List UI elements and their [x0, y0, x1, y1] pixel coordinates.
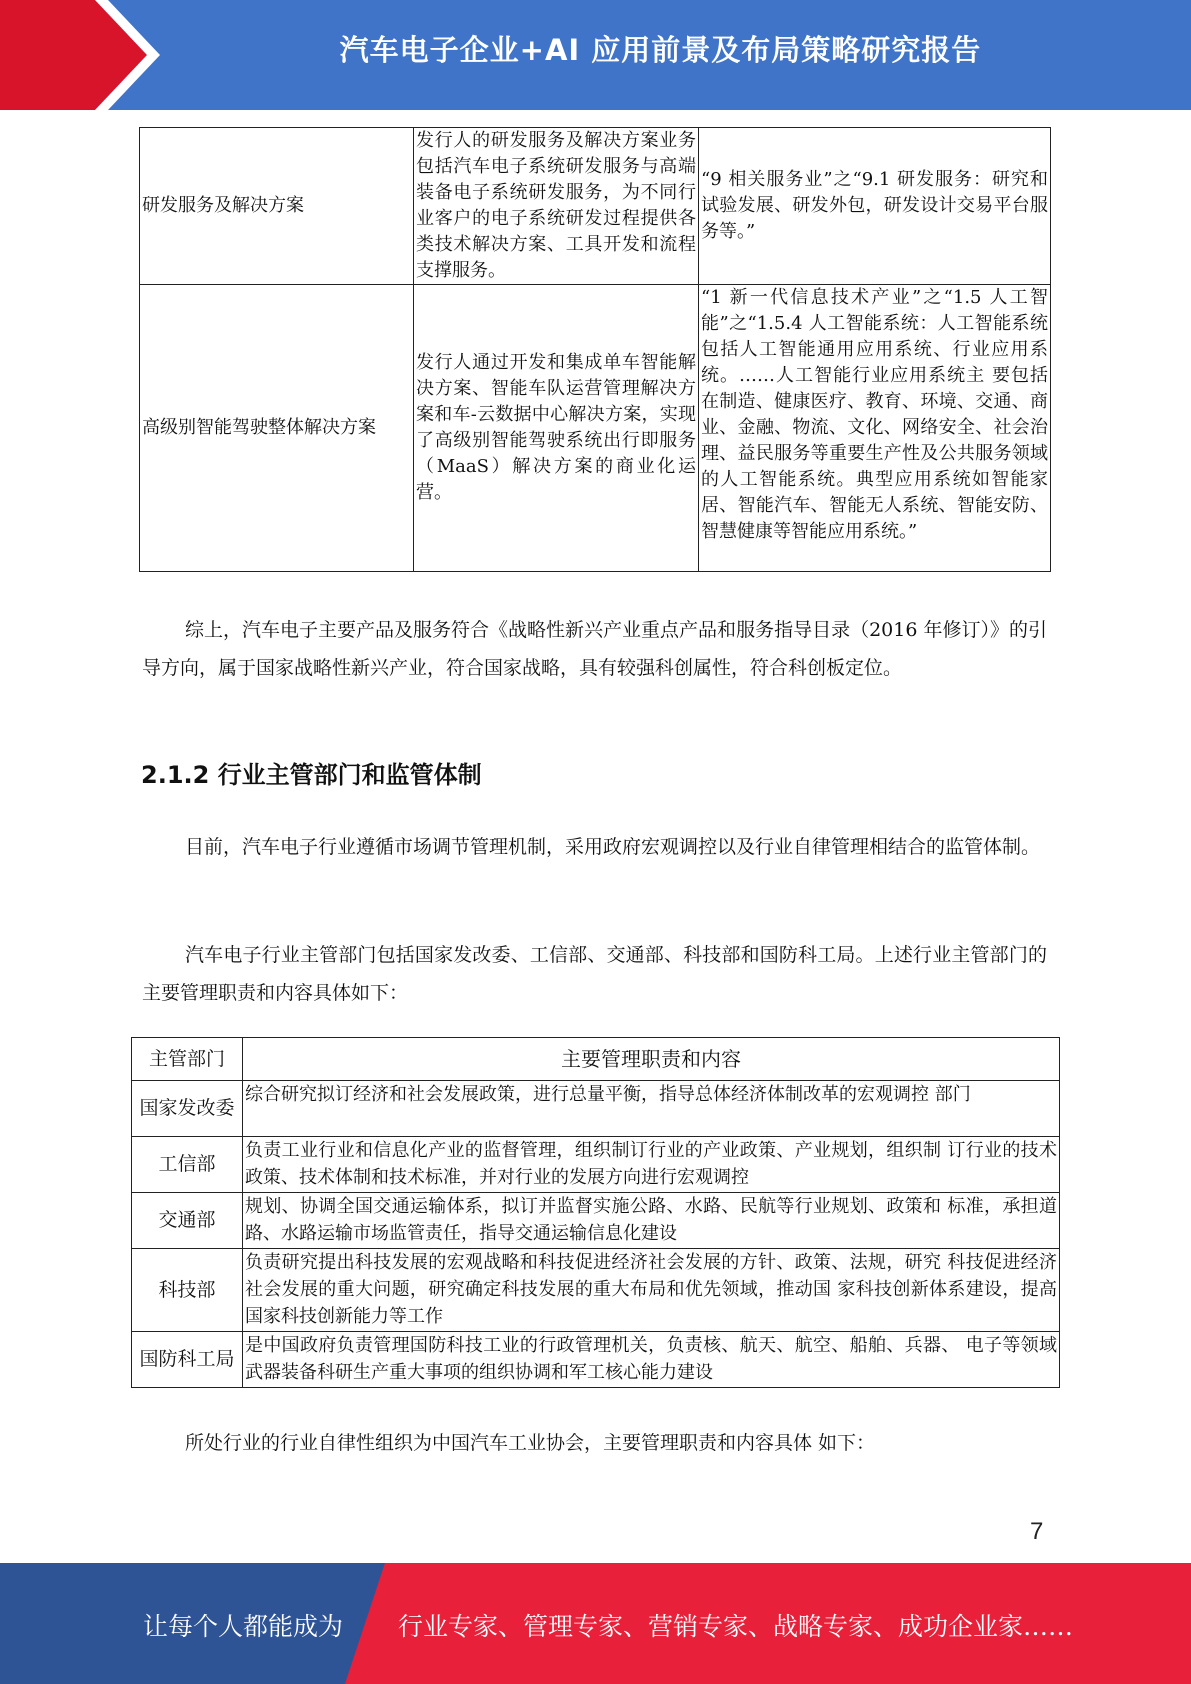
dept-cell: 国防科工局	[132, 1332, 243, 1388]
table-row	[132, 1249, 1060, 1332]
page-header	[0, 0, 1191, 110]
dept-cell: 工信部	[132, 1137, 243, 1193]
table-row	[132, 1193, 1060, 1249]
summary-paragraph: 综上，汽车电子主要产品及服务符合《战略性新兴产业重点产品和服务指导目录（2016 年修订）》的引导方向，属于国家战略性新兴产业，符合国家战略，具有较强科创属性，符合科创板定位。	[142, 619, 1047, 679]
association-paragraph: 所处行业的行业自律性组织为中国汽车工业协会，主要管理职责和内容具体 如下：	[185, 1432, 876, 1454]
footer-slogan-left: 让每个人都能成为	[143, 1612, 344, 1641]
regulation-paragraph: 目前，汽车电子行业遵循市场调节管理机制，采用政府宏观调控以及行业自律管理相结合的监管体制。	[185, 836, 1041, 858]
table-header-row	[132, 1038, 1060, 1081]
table-row	[140, 128, 1051, 285]
description-cell: 发行人的研发服务及解决方案业务包括汽车电子系统研发服务与高端装备电子系统研发服务，为不同行业客户的电子系统研发过程提供各类技术解决方案、工具开发和流程支撑服务。	[414, 128, 699, 285]
departments-paragraph: 汽车电子行业主管部门包括国家发改委、工信部、交通部、科技部和国防科工局。上述行业主管部门的主要管理职责和内容具体如下：	[142, 944, 1047, 1004]
report-title: 汽车电子企业+AI 应用前景及布局策略研究报告	[339, 33, 982, 67]
duty-header: 主要管理职责和内容	[243, 1038, 1060, 1081]
dept-cell: 国家发改委	[132, 1081, 243, 1137]
category-cell: 研发服务及解决方案	[140, 128, 414, 285]
table-row	[132, 1081, 1060, 1137]
dept-cell: 交通部	[132, 1193, 243, 1249]
dept-header: 主管部门	[132, 1038, 243, 1081]
duty-cell: 负责工业行业和信息化产业的监督管理，组织制订行业的产业政策、产业规划，组织制 订行业的技术政策、技术体制和技术标准，并对行业的发展方向进行宏观调控	[243, 1137, 1060, 1193]
catalog-cell: “1 新一代信息技术产业”之“1.5 人工智能”之“1.5.4 人工智能系统：人工智能系统包括人工智能通用应用系统、行业应用系统。……人工智能行业应用系统主 要包括在制造、健康医疗、教育、环境、交通、商业、金融、物流、文化、网络安全、社会治理、益民服务等重要生产性及公共服务领域的人工智能系统。典型应用系统如智能家居、智能汽车、智能无人系统、智能安防、智慧健康等智能应用系统。”	[699, 285, 1051, 572]
dept-cell: 科技部	[132, 1249, 243, 1332]
catalog-cell: “9 相关服务业”之“9.1 研发服务：研究和试验发展、研发外包，研发设计交易平台服务等。”	[699, 128, 1051, 285]
duty-cell: 规划、协调全国交通运输体系，拟订并监督实施公路、水路、民航等行业规划、政策和 标准，承担道路、水路运输市场监管责任，指导交通运输信息化建设	[243, 1193, 1060, 1249]
section-heading: 2.1.2 行业主管部门和监管体制	[141, 761, 482, 789]
duty-cell: 综合研究拟订经济和社会发展政策，进行总量平衡，指导总体经济体制改革的宏观调控 部门	[243, 1081, 1060, 1137]
table-row	[140, 285, 1051, 572]
duty-cell: 是中国政府负责管理国防科技工业的行政管理机关，负责核、航天、航空、船舶、兵器、 电子等领域武器装备科研生产重大事项的组织协调和军工核心能力建设	[243, 1332, 1060, 1388]
product-catalog-table	[139, 127, 1051, 572]
page-footer	[0, 1563, 1191, 1684]
duty-cell: 负责研究提出科技发展的宏观战略和科技促进经济社会发展的方针、政策、法规，研究 科技促进经济社会发展的重大问题，研究确定科技发展的重大布局和优先领域，推动国 家科技创新体系建设，提高国家科技创新能力等工作	[243, 1249, 1060, 1332]
category-cell: 高级别智能驾驶整体解决方案	[140, 285, 414, 572]
table-row	[132, 1137, 1060, 1193]
departments-table	[131, 1037, 1060, 1388]
table-row	[132, 1332, 1060, 1388]
page-number: 7	[1030, 1518, 1044, 1545]
description-cell: 发行人通过开发和集成单车智能解决方案、智能车队运营管理解决方案和车-云数据中心解决方案，实现了高级别智能驾驶系统出行即服务（MaaS）解决方案的商业化运营。	[414, 285, 699, 572]
footer-slogan-right: 行业专家、管理专家、营销专家、战略专家、成功企业家……	[398, 1612, 1074, 1641]
